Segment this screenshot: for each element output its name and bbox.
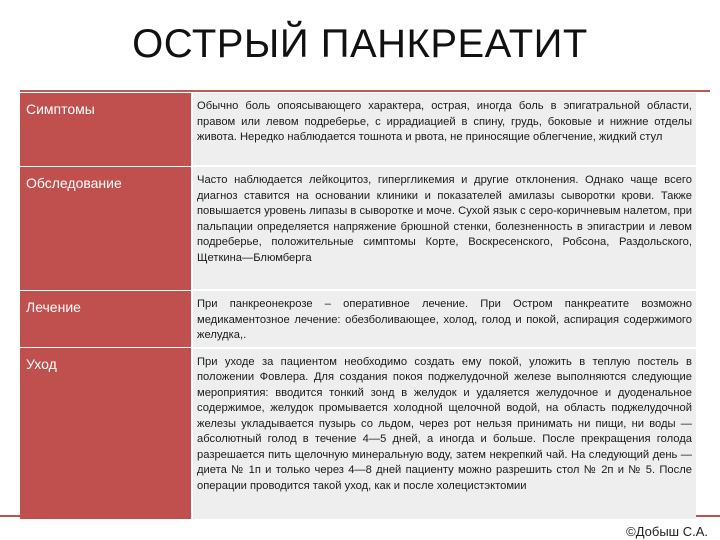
table-row-symptoms [20, 93, 696, 166]
title-divider [20, 90, 710, 92]
row-label-treatment: Лечение [20, 290, 192, 348]
table-row-care [20, 348, 696, 520]
copyright-text: ©Добыш С.А. [626, 524, 708, 539]
row-text-examination: Часто наблюдается лейкоцитоз, гипергликемия и другие отклонения. Однако чаще всего диагноз ставится на основании клиники и показателей амилазы сыворотки крови. Также повышается уровень липазы в сыворотке и моче. Сухой язык с серо-коричневым налетом, при пальпации определяется напряжение брюшной стенки, болезненность в эпигастрии и левом подреберье, положительные симптомы Корте, Воскресенского, Робсона, Раздольского, Щеткина—Блюмберга [192, 166, 696, 290]
row-text-care: При уходе за пациентом необходимо создать ему покой, уложить в теплую постель в положении Фовлера. Для создания покоя поджелудочной железе выполняются следующие мероприятия: вводится тонкий зонд в желудок и удаляется желудочное и дуоденальное содержимое, желудок промывается холодной щелочной водой, на область поджелудочной железы укладывается пузырь со льдом, через рот нельзя принимать ни пищи, ни воды — абсолютный голод в течение 4—5 дней, а иногда и больше. После прекращения голода разрешается пить щелочную минеральную воду, затем некрепкий чай. На следующий день — диета № 1п и только через 4—8 дней пациенту можно разрешить стол № 2п и № 5. После операции проводится такой уход, как и после холецистэктомии [192, 348, 696, 520]
row-text-symptoms: Обычно боль опоясывающего характера, острая, иногда боль в эпигатральной области, правом или левом подреберье, с иррадиацией в спину, грудь, боковые и нижние отделы живота. Нередко наблюдается тошнота и рвота, не приносящие облегчение, жидкий стул [192, 93, 696, 166]
row-label-symptoms: Симптомы [20, 93, 192, 166]
row-label-examination: Обследование [20, 166, 192, 290]
table-row-treatment [20, 290, 696, 348]
table-row-examination [20, 166, 696, 290]
row-label-care: Уход [20, 348, 192, 520]
row-text-treatment: При панкреонекрозе – оперативное лечение. При Остром панкреатите возможно медикаментозное лечение: обезболивающее, холод, голод и покой, аспирация содержимого желудка,. [192, 290, 696, 348]
info-table [20, 93, 696, 521]
page-title: ОСТРЫЙ ПАНКРЕАТИТ [132, 22, 588, 66]
